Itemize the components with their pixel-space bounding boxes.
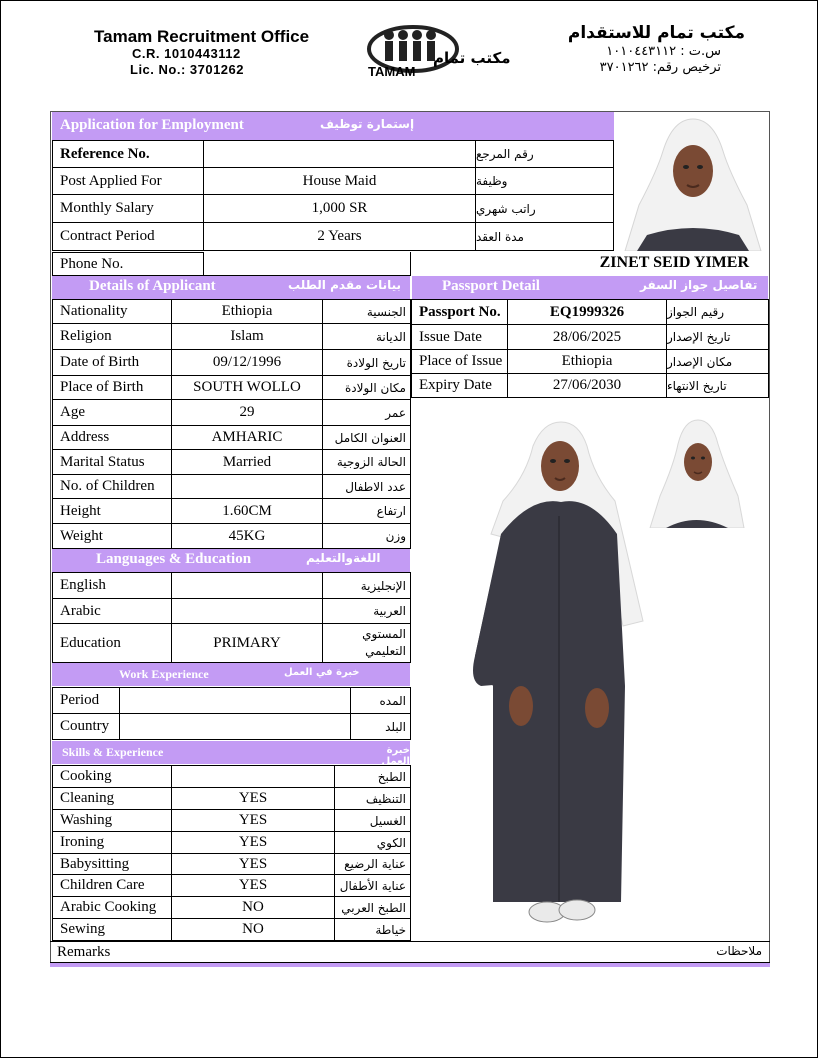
expiry-date-label: Expiry Date: [411, 373, 508, 398]
religion-label: Religion: [52, 323, 172, 350]
remarks-label: Remarks: [57, 944, 111, 960]
country-label: Country: [52, 713, 120, 740]
nationality-ar: الجنسية: [322, 299, 411, 324]
skills-title-en: Skills & Experience: [62, 745, 164, 759]
small-portrait-photo-image: [646, 416, 746, 528]
expiry-date-ar: تاريخ الانتهاء: [666, 373, 769, 398]
company-name-ar: مكتب تمام للاستقدام: [567, 23, 745, 43]
applicant-header: [52, 276, 410, 299]
place-of-birth-value: SOUTH WOLLO: [171, 375, 323, 400]
weight-label: Weight: [52, 523, 172, 549]
post-applied-value: House Maid: [203, 167, 476, 195]
full-body-photo-image: [471, 416, 647, 926]
skill-row-label: Washing: [52, 809, 172, 832]
passport-title-en: Passport Detail: [442, 278, 540, 294]
reference-no-ar: رقم المرجع: [475, 140, 614, 168]
contract-period-ar: مدة العقد: [475, 222, 614, 251]
skill-row-value: [171, 765, 335, 788]
skill-row-ar: عناية الرضيع: [334, 853, 411, 875]
full-body-photo: [471, 416, 647, 926]
skill-row-ar: عناية الأطفال: [334, 874, 411, 897]
license-number-ar: ترخيص رقم: ٣٧٠١٢٦٢: [599, 60, 721, 75]
phone-label: Phone No.: [52, 252, 204, 276]
marital-status-value: Married: [171, 449, 323, 475]
passport-no-value: EQ1999326: [507, 299, 667, 325]
languages-title-en: Languages & Education: [96, 551, 252, 567]
monthly-salary-ar: راتب شهري: [475, 194, 614, 223]
skill-row-label: Ironing: [52, 831, 172, 854]
applicant-name: ZINET SEID YIMER: [599, 254, 749, 271]
dob-value: 09/12/1996: [171, 349, 323, 376]
issue-date-value: 28/06/2025: [507, 324, 667, 350]
logo-text-en: TAMAM: [368, 64, 416, 79]
arabic-ar: العربية: [322, 598, 411, 624]
skill-row-value: NO: [171, 918, 335, 941]
skill-row-label: Sewing: [52, 918, 172, 941]
applicant-title-en: Details of Applicant: [89, 278, 216, 294]
skill-row-label: Children Care: [52, 874, 172, 897]
address-value: AMHARIC: [171, 425, 323, 450]
height-value: 1.60CM: [171, 498, 323, 524]
religion-ar: الديانة: [322, 323, 411, 350]
children-label: No. of Children: [52, 474, 172, 499]
skill-row-value: YES: [171, 874, 335, 897]
portrait-photo-image: [617, 113, 769, 251]
education-ar: المستوي التعليمي: [322, 623, 411, 663]
post-applied-label: Post Applied For: [52, 167, 204, 195]
country-value: [119, 713, 351, 740]
height-ar: ارتفاع: [322, 498, 411, 524]
application-header: [52, 112, 614, 140]
application-title-ar: إستمارة توظيف: [320, 117, 415, 131]
work-title-ar: خبرة في العمل: [284, 667, 360, 678]
place-of-birth-label: Place of Birth: [52, 375, 172, 400]
education-value: PRIMARY: [171, 623, 323, 663]
place-of-issue-value: Ethiopia: [507, 349, 667, 374]
contract-period-value: 2 Years: [203, 222, 476, 251]
weight-value: 45KG: [171, 523, 323, 549]
skill-row-ar: التنظيف: [334, 787, 411, 810]
issue-date-label: Issue Date: [411, 324, 508, 350]
expiry-date-value: 27/06/2030: [507, 373, 667, 398]
skill-row-ar: الغسيل: [334, 809, 411, 832]
languages-header: [52, 549, 410, 572]
logo-text-ar: مكتب تمام: [433, 49, 511, 67]
religion-value: Islam: [171, 323, 323, 350]
work-header: [52, 663, 410, 686]
education-label: Education: [52, 623, 172, 663]
height-label: Height: [52, 498, 172, 524]
english-ar: الإنجليزية: [322, 572, 411, 599]
passport-no-ar: رقيم الجواز: [666, 299, 769, 325]
remarks-underline: [50, 963, 770, 967]
skills-title-ar: خبرة العمل: [381, 745, 410, 767]
skill-row-label: Arabic Cooking: [52, 896, 172, 919]
nationality-value: Ethiopia: [171, 299, 323, 324]
nationality-label: Nationality: [52, 299, 172, 324]
children-value: [171, 474, 323, 499]
skill-row-value: NO: [171, 896, 335, 919]
skill-row-value: YES: [171, 809, 335, 832]
skill-row-label: Cooking: [52, 765, 172, 788]
arabic-value: [171, 598, 323, 624]
issue-date-ar: تاريخ الإصدار: [666, 324, 769, 350]
work-title-en: Work Experience: [119, 667, 209, 681]
remarks-ar: ملاحظات: [716, 944, 762, 958]
english-value: [171, 572, 323, 599]
age-label: Age: [52, 399, 172, 426]
cr-number-ar: س.ت : ١٠١٠٤٤٣١١٢: [606, 44, 721, 59]
applicant-title-ar: بيانات مقدم الطلب: [288, 278, 402, 292]
country-ar: البلد: [350, 713, 411, 740]
period-ar: المده: [350, 687, 411, 714]
arabic-label: Arabic: [52, 598, 172, 624]
skill-row-value: YES: [171, 831, 335, 854]
place-of-birth-ar: مكان الولادة: [322, 375, 411, 400]
skill-row-value: YES: [171, 853, 335, 875]
children-ar: عدد الاطفال: [322, 474, 411, 499]
address-label: Address: [52, 425, 172, 450]
contract-period-label: Contract Period: [52, 222, 204, 251]
skill-row-ar: الطبخ: [334, 765, 411, 788]
skill-row-value: YES: [171, 787, 335, 810]
application-title-en: Application for Employment: [60, 117, 244, 133]
skills-header: [52, 741, 410, 767]
age-ar: عمر: [322, 399, 411, 426]
weight-ar: وزن: [322, 523, 411, 549]
small-portrait-photo: [646, 416, 746, 528]
dob-label: Date of Birth: [52, 349, 172, 376]
marital-status-label: Marital Status: [52, 449, 172, 475]
cr-number-en: C.R. 1010443112: [132, 46, 241, 61]
dob-ar: تاريخ الولادة: [322, 349, 411, 376]
portrait-photo: [617, 113, 769, 251]
reference-no-value: [203, 140, 476, 168]
languages-title-ar: اللغةوالتعليم: [306, 551, 381, 565]
company-name-en: Tamam Recruitment Office: [94, 27, 310, 46]
passport-no-label: Passport No.: [411, 299, 508, 325]
passport-title-ar: تفاصيل جواز السفر: [640, 278, 758, 292]
passport-header: [412, 276, 768, 299]
period-label: Period: [52, 687, 120, 714]
skill-row-label: Babysitting: [52, 853, 172, 875]
monthly-salary-value: 1,000 SR: [203, 194, 476, 223]
place-of-issue-ar: مكان الإصدار: [666, 349, 769, 374]
period-value: [119, 687, 351, 714]
age-value: 29: [171, 399, 323, 426]
skill-row-label: Cleaning: [52, 787, 172, 810]
remarks-row: [50, 941, 770, 963]
place-of-issue-label: Place of Issue: [411, 349, 508, 374]
skill-row-ar: الكوي: [334, 831, 411, 854]
skill-row-ar: الطبخ العربي: [334, 896, 411, 919]
skill-row-ar: خياطة: [334, 918, 411, 941]
reference-no-label: Reference No.: [52, 140, 204, 168]
phone-value: [203, 252, 411, 276]
post-applied-ar: وظيفة: [475, 167, 614, 195]
monthly-salary-label: Monthly Salary: [52, 194, 204, 223]
address-ar: العنوان الكامل: [322, 425, 411, 450]
english-label: English: [52, 572, 172, 599]
license-number-en: Lic. No.: 3701262: [130, 62, 244, 77]
marital-status-ar: الحالة الزوجية: [322, 449, 411, 475]
